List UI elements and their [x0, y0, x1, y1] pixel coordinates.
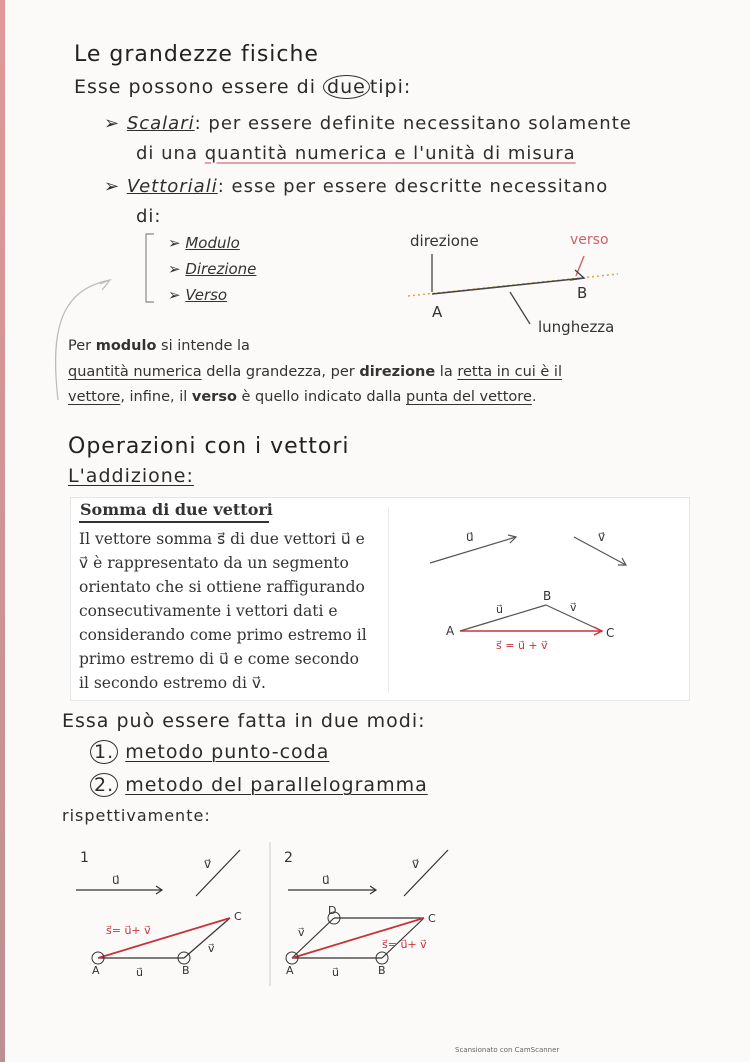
figure-2-number: 2	[284, 850, 293, 866]
intro-after: tipi:	[369, 76, 412, 98]
label-v-free: v⃗	[598, 530, 606, 544]
intro-circled-word: due	[323, 75, 370, 99]
scalar-text-b: quantità numerica	[204, 143, 388, 164]
def-l3-f: .	[531, 389, 537, 405]
fig2-side-v-label: v⃗	[298, 926, 305, 939]
def-l1-c: si intende la	[156, 338, 250, 354]
point-c: C	[606, 626, 615, 640]
def-l1-b: modulo	[95, 338, 157, 354]
def-l3-b: , infine, il	[120, 389, 192, 405]
fig2-side-u-label: u⃗	[332, 966, 339, 979]
fig1-vector-v	[196, 850, 240, 896]
label-u-chain: u⃗	[496, 603, 503, 616]
vector-sum-diagram	[388, 507, 680, 693]
label-verso: verso	[570, 232, 609, 248]
scalar-text-c: e l'unità di misura	[387, 143, 576, 164]
fig2-point-a: A	[286, 964, 294, 977]
fig1-chain-v-label: v⃗	[208, 942, 215, 955]
methods-figures	[70, 840, 490, 990]
prop-verso	[168, 286, 227, 304]
vector-name: Vettoriali	[126, 176, 218, 197]
fig1-label-v: v⃗	[204, 857, 212, 871]
scalar-text-a: di una	[136, 143, 205, 164]
def-l2-a: quantità numerica	[68, 364, 202, 380]
def-l3-c: verso	[191, 389, 237, 405]
label-lunghezza: lunghezza	[538, 318, 615, 336]
fig2-point-c: C	[428, 912, 436, 925]
prop-modulo	[168, 234, 240, 252]
def-l3-a: vettore	[68, 389, 121, 405]
label-point-a: A	[432, 303, 443, 321]
vector-segment	[432, 278, 584, 294]
fig2-label-u: u⃗	[322, 873, 330, 887]
fig1-point-c: C	[234, 910, 242, 923]
prop-verso-label: Verso	[185, 286, 228, 304]
label-u-free: u⃗	[466, 530, 474, 544]
methods-outro: rispettivamente:	[62, 806, 211, 825]
small-arrow-icon: ➢	[168, 260, 186, 278]
point-b: B	[543, 589, 552, 603]
fig2-vector-v	[404, 850, 448, 896]
def-l3-e: punta del vettore	[406, 389, 532, 405]
vector-line-1	[104, 176, 608, 197]
method-1	[90, 741, 329, 763]
scalar-line-1	[104, 113, 632, 134]
section-subtitle-addition: L'addizione:	[68, 465, 194, 487]
definition-line-2	[68, 359, 562, 385]
vector-line-2: di:	[136, 206, 162, 227]
point-a: A	[446, 624, 455, 638]
fig1-chain-v	[184, 918, 230, 958]
def-l1-a: Per	[68, 338, 96, 354]
prop-direzione	[168, 260, 256, 278]
page-edge	[0, 0, 5, 1062]
verso-pointer	[576, 256, 584, 276]
fig2-label-v: v⃗	[412, 857, 420, 871]
fig1-chain-u-label: u⃗	[136, 966, 143, 979]
fig1-sum-label: s⃗= u⃗+ v⃗	[106, 924, 151, 937]
scalar-name: Scalari	[126, 113, 195, 134]
def-l2-d: la	[435, 364, 458, 380]
def-l2-e: retta in cui è il	[457, 364, 562, 380]
length-pointer	[510, 292, 530, 324]
fig2-sum-label: s⃗= u⃗+ v⃗	[382, 938, 427, 951]
fig1-point-b: B	[182, 964, 190, 977]
label-v-chain: v⃗	[570, 601, 577, 614]
vector-u-chain	[460, 605, 546, 631]
arrow-bullet-icon: ➢	[104, 113, 127, 134]
def-l3-d: è quello indicato dalla	[236, 389, 407, 405]
methods-intro: Essa può essere fatta in due modi:	[62, 710, 426, 732]
label-point-b: B	[577, 284, 588, 302]
scalar-def: : per essere definite necessitano solamente	[194, 113, 632, 134]
method-2-number: 2.	[90, 773, 118, 797]
method-1-number: 1.	[90, 740, 118, 764]
textbook-title-rule	[79, 521, 269, 523]
textbook-title: Somma di due vettori	[80, 500, 273, 519]
label-sum: s⃗ = u⃗ + v⃗	[496, 639, 548, 652]
method-2	[90, 774, 428, 796]
figure-1-number: 1	[80, 850, 89, 866]
label-direzione: direzione	[410, 232, 479, 250]
small-arrow-icon: ➢	[168, 234, 186, 252]
prop-direzione-label: Direzione	[185, 260, 257, 278]
vector-def: : esse per essere descritte necessitano	[217, 176, 609, 197]
def-l2-c: direzione	[359, 364, 436, 380]
method-2-text: metodo del parallelogramma	[125, 774, 428, 796]
def-l2-b: della grandezza, per	[201, 364, 360, 380]
fig1-label-u: u⃗	[112, 873, 120, 887]
page-title: Le grandezze fisiche	[74, 42, 319, 67]
definition-line-1	[68, 333, 250, 359]
section-title-operations: Operazioni con i vettori	[68, 434, 350, 459]
method-1-text: metodo punto-coda	[125, 741, 330, 763]
textbook-text: Il vettore somma s⃗ di due vettori u⃗ e v⃗ è rappresentato da un segmento orientato che si ottiene raffigurando consecutivamente i vettori dati e considerando come primo estremo il primo estremo di u⃗ e come secondo il secondo estremo di v⃗.	[79, 530, 367, 692]
fig2-point-b: B	[378, 964, 386, 977]
intro-before: Esse possono essere di	[74, 76, 324, 98]
arrow-bullet-icon: ➢	[104, 176, 127, 197]
scalar-line-2	[136, 143, 576, 164]
prop-modulo-label: Modulo	[185, 234, 240, 252]
definition-line-3	[68, 384, 536, 410]
scanner-footer: Scansionato con CamScanner	[455, 1046, 560, 1054]
fig2-point-d: D	[328, 904, 337, 917]
intro-line	[74, 76, 411, 98]
fig1-point-a: A	[92, 964, 100, 977]
small-arrow-icon: ➢	[168, 286, 186, 304]
